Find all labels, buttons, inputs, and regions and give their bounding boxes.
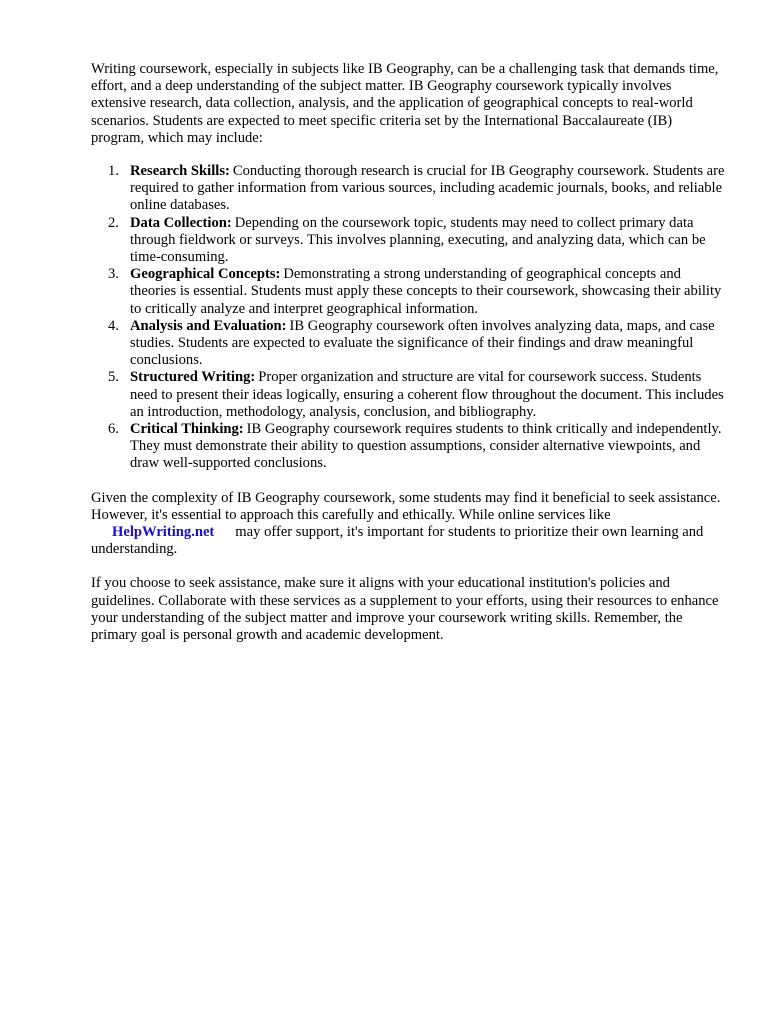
list-item bbox=[91, 369, 727, 421]
list-text: Conducting thorough research is crucial for IB Geography coursework. Students are required to gather information from various sources, including academic journals, books, and reliable online databases. bbox=[130, 163, 725, 214]
list-term: Research Skills: bbox=[130, 163, 230, 180]
list-number: 4. bbox=[108, 317, 119, 334]
list-item bbox=[91, 318, 727, 370]
assistance-paragraph bbox=[91, 490, 727, 559]
spacer bbox=[91, 147, 727, 163]
assistance-text-before: Given the complexity of IB Geography coursework, some students may find it beneficial to seek assistance. However, it's essential to approach this carefully and ethically. While online services like bbox=[91, 489, 721, 523]
spacer bbox=[91, 473, 727, 490]
spacer bbox=[91, 558, 727, 575]
list-term: Geographical Concepts: bbox=[130, 266, 281, 283]
criteria-list bbox=[91, 163, 727, 473]
document-body bbox=[91, 61, 727, 644]
list-term: Critical Thinking: bbox=[130, 421, 244, 438]
closing-paragraph: If you choose to seek assistance, make sure it aligns with your educational institution's policies and guidelines. Collaborate with these services as a supplement to your efforts, using their resources to enhance your understanding of the subject matter and improve your coursework writing skills. Remember, the primary goal is personal growth and academic development. bbox=[91, 575, 719, 644]
list-text: IB Geography coursework requires students to think critically and independently. They must demonstrate their ability to question assumptions, consider alternative viewpoints, and draw well-supported conclusions. bbox=[130, 421, 722, 472]
list-item bbox=[91, 266, 727, 318]
list-text: Proper organization and structure are vital for coursework success. Students need to present their ideas logically, ensuring a coherent flow throughout the document. This includes an introduction, methodology, analysis, conclusion, and bibliography. bbox=[130, 369, 724, 420]
list-item bbox=[91, 421, 727, 473]
helpwriting-link[interactable]: HelpWriting.net bbox=[112, 524, 215, 541]
list-item bbox=[91, 215, 727, 267]
list-number: 2. bbox=[108, 214, 119, 231]
list-text: IB Geography coursework often involves analyzing data, maps, and case studies. Students are expected to evaluate the significance of their findings and draw meaningful conclusions. bbox=[130, 317, 715, 369]
list-number: 5. bbox=[108, 369, 119, 386]
list-term: Data Collection: bbox=[130, 214, 232, 231]
list-number: 6. bbox=[108, 421, 119, 438]
list-item bbox=[91, 163, 727, 215]
list-text: Depending on the coursework topic, students may need to collect primary data through fieldwork or surveys. This involves planning, executing, and analyzing data, which can be time-consuming. bbox=[130, 214, 706, 266]
list-term: Analysis and Evaluation: bbox=[130, 317, 287, 334]
list-number: 1. bbox=[108, 163, 119, 180]
intro-paragraph: Writing coursework, especially in subjects like IB Geography, can be a challenging task that demands time, effort, and a deep understanding of the subject matter. IB Geography coursework typically involves extensive research, data collection, analysis, and the application of geographical concepts to real-world scenarios. Students are expected to meet specific criteria set by the International Baccalaureate (IB) program, which may include: bbox=[91, 61, 719, 146]
list-number: 3. bbox=[108, 266, 119, 283]
list-term: Structured Writing: bbox=[130, 369, 256, 386]
assistance-text-after: may offer support, it's important for students to prioritize their own learning and understanding. bbox=[91, 524, 704, 558]
list-text: Demonstrating a strong understanding of geographical concepts and theories is essential. Students must apply these concepts to their coursework, showcasing their ability to critically analyze and interpret geographical information. bbox=[130, 266, 722, 317]
